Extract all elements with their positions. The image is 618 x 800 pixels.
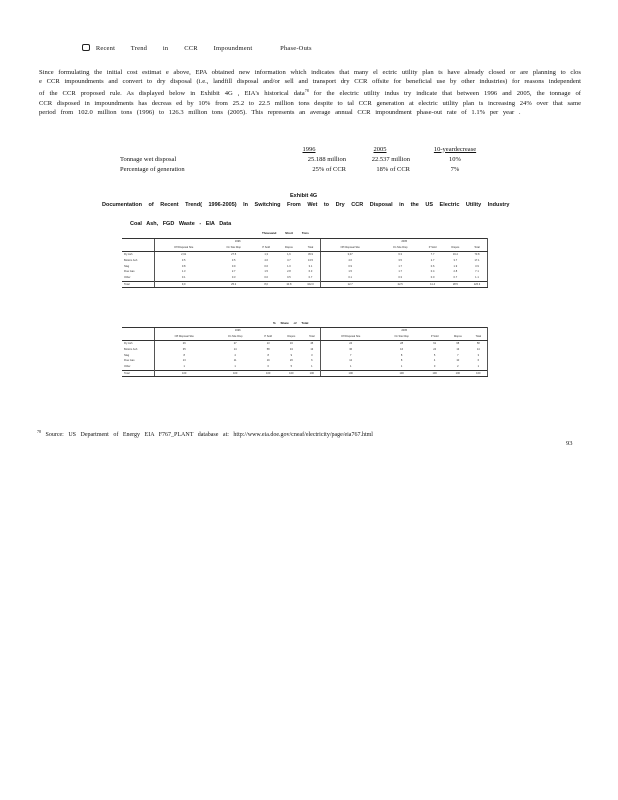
table-cell: 126.3 [467,281,488,288]
table-cell: 0.4 [430,270,435,274]
table-cell: 0.5 [287,276,291,280]
row-label: Bottom Ash [124,258,138,262]
year-group-2005: 2005 [321,328,488,334]
column-header: Dispos [446,334,470,340]
column-header: P Sold [423,334,446,340]
summary-row [120,164,500,174]
table-cell: 1 [321,364,380,370]
exhibit-table-tons [122,238,488,288]
row-label: Flue Gas [124,270,135,274]
table-cell: 0.7 [308,276,313,280]
table-cell: 3.9 [467,263,488,269]
row-label: Fly Ash [124,341,133,345]
table-cell: 3.7 [453,258,458,262]
column-header: On Site Disp [379,245,422,251]
table-cell: 7.1 [467,269,488,275]
table-cell: 8 [400,353,403,357]
footnote-text[interactable]: Source: US Department of Energy EIA F767_PLANT database at: http://www.eia.doe.gov/cneaf/electricity/page/eia767.html [45,432,373,438]
row-label: Bottom Ash [124,347,138,351]
table-cell: 1.7 [398,264,402,268]
table-cell: 100 [257,370,280,377]
column-header: On Site Disp [380,334,423,340]
table-cell: 13 [456,347,460,351]
table-cell: 1 [400,365,403,369]
table-cell: 102.0 [300,281,320,288]
table-cell: 11 [233,359,237,363]
column-header: Total [470,334,488,340]
table-cell: 1 [234,365,236,369]
table-cell: 13 [155,358,214,364]
footnote-number: 78 [37,429,41,434]
table-cell: 12.7 [321,281,379,288]
table-cell: 34 [289,347,293,351]
table-cell: 4.6 [321,257,379,263]
table-cell: 8 [155,352,214,358]
summary-cell: 22.537 million [371,155,410,163]
heading-word: Recent [95,45,116,52]
table-cell: 0 [433,365,436,369]
row-label: Other [124,276,131,280]
body-paragraph [39,68,581,117]
row-label: Slag [124,264,130,268]
table-cell: 3 [470,352,488,358]
year-group-1996: 1996 [155,239,321,245]
table-cell: 16 [400,347,404,351]
year-group-1996: 1996 [155,328,321,334]
table-cell: 1.1 [467,275,488,281]
table-cell: 68 [456,341,460,345]
column-header: Total [300,245,320,251]
table-cell: 13 [310,347,314,351]
table-cell: 1 [311,365,313,369]
table-cell: 17.1 [467,257,488,263]
table1-caption: Thousand Short Tons [262,231,309,235]
table-cell: 3 [311,353,313,357]
exhibit-number: Exhibit 4G [290,193,318,199]
table-cell: 6 [311,359,313,363]
summary-cell: 25% of CCR [312,165,346,173]
column-header: P Sold [421,245,443,251]
table-cell: 10 [456,359,460,363]
column-header: Off Disposal Site [155,334,214,340]
table-cell: 100 [303,370,321,377]
table-cell: 100 [423,370,446,377]
table-cell: 1.5 [264,270,268,274]
year-group-2005: 2005 [321,239,488,245]
summary-row [120,154,500,164]
table-cell: 6.3 [308,270,313,274]
table-cell: 0.8 [155,263,213,269]
table-cell: 0.1 [321,275,379,281]
table-cell: 9 [290,353,293,357]
column-header: P Sold [255,245,277,251]
table-cell: 13.5 [307,258,313,262]
table-cell: 2 [457,365,459,369]
table-cell: 1.0 [287,264,291,268]
table-cell: 100 [470,370,488,377]
exhibit-table-share [122,327,488,377]
table-cell: 26 [289,359,293,363]
table-cell: 0.9 [321,263,379,269]
column-header: On Site Disp [213,334,256,340]
table-cell: 4 [433,359,436,363]
table-cell: 14 [233,347,237,351]
heading-word: CCR [184,45,198,52]
table-cell: 1,3 [264,252,268,256]
table-cell: 2.7 [231,270,236,274]
summary-header-1996: 1996 [302,145,316,153]
column-header: Dispos [277,245,300,251]
paragraph-text-1: Since formulating the initial cost estimat e above, EPA obtained new information which indicates that many el ectric utility plan ts have already closed or are planning to clos e CCR impoundments and convert to dry disposal (i.e., landfill disposal and/or sell and transport dry CCR offsite for beneficial use by other industries) for reasons independent of the CCR proposed rule. As displayed below in Exhibit 4G , EIA's historical data [39,69,581,98]
table-cell: 3.7 [287,258,291,262]
table-cell: 35 [155,346,214,352]
table-row [122,370,488,377]
table-cell: 19 [266,359,270,363]
column-header: Total [467,245,488,251]
table-cell: 9,9 [155,281,213,288]
summary-header-2005: 2005 [373,145,387,153]
table-cell: 6 [470,358,488,364]
table-cell: 0 [267,365,269,369]
table-cell: 58 [266,347,270,351]
column-header: Off Disposal Site [155,245,213,251]
table-cell: 7 [457,353,459,357]
row-label: Flue Gas [124,359,135,363]
footnote [37,429,373,438]
table-cell: 7 [321,352,380,358]
heading-word: Phase-Outs [280,45,312,52]
row-label: Slag [124,353,130,357]
table-cell: 0.0 [430,276,435,280]
column-header: Off Disposal Site [321,334,380,340]
row-label: Total [122,281,155,288]
table-cell: 16 [289,341,293,345]
table-cell: 7.7 [430,252,435,256]
table-cell: 28.5 [444,281,467,288]
table-cell: 1.9 [453,264,458,268]
table-cell: 100 [446,370,470,377]
summary-cell: 18% of CCR [376,165,410,173]
section-heading [82,44,312,52]
column-header: Dispos [444,245,467,251]
heading-word: Impoundment [213,45,253,52]
bullet-box-icon [82,44,90,51]
table-cell: 8 [400,359,403,363]
table-cell: 11.4 [421,281,443,288]
summary-row-label: Tonnage wet disposal [120,155,177,163]
table-cell: 13 [266,341,270,345]
table-cell: 0.3 [398,276,402,280]
table-cell: 1 [470,364,488,370]
table-cell: 3.5 [398,258,402,262]
table-cell: 10.8 [277,281,300,288]
table-cell: 19.4 [452,252,458,256]
table-cell: 36 [321,346,380,352]
table-cell: 0.9 [231,264,236,268]
table-cell: 5 [433,353,436,357]
table-cell: 61 [433,341,437,345]
table-row [122,281,488,288]
table-cell: 27.5 [231,252,237,256]
table-cell: 0.6 [264,264,268,268]
summary-header-decrease: 10-yeardecrease [433,145,477,153]
table2-caption: % Share of Total [273,321,309,325]
table-cell: 58 [470,340,488,346]
column-header: On Site Disp [212,245,255,251]
row-label: Fly Ash [124,252,133,256]
summary-cell: 10% [449,155,461,163]
table-cell: 1.7 [398,270,402,274]
table-cell: 27 [233,341,237,345]
table-cell: 100 [213,370,256,377]
table-cell: 4.6 [264,258,268,262]
table-cell: 22.5 [379,281,422,288]
table-cell: 12 [321,358,380,364]
table-cell: 3.5 [155,257,213,263]
table-cell: 100 [380,370,423,377]
table-cell: 100 [280,370,304,377]
table-cell: 8,0 [255,281,277,288]
table-cell: 73.8 [467,251,488,257]
table-cell: 45 [310,341,314,345]
table-cell: 100 [321,370,380,377]
table-cell: 0.6 [430,264,435,268]
table-cell: 28 [400,341,404,345]
summary-row-label: Percentage of generation [120,165,185,173]
page-number: 93 [566,440,573,447]
table-cell: 2.8 [287,270,291,274]
table-cell: 1.3 [155,269,213,275]
table-cell: 0.7 [453,276,458,280]
summary-table [120,144,500,174]
table-cell: 0.0 [264,276,268,280]
table-cell: 6.3 [398,252,402,256]
table-cell: 5 [290,365,293,369]
column-header: Off Disposal Site [321,245,379,251]
table-cell: 3,07 [321,251,379,257]
table-cell: 14 [470,346,488,352]
exhibit-title: Documentation of Recent Trend( 1996-2005) In Switching From Wet to Dry CCR Disposal in the US Electric Utility Industry [102,202,510,208]
table-cell: 3.1 [308,264,313,268]
table-cell: 0.1 [155,275,213,281]
column-header: Total [303,334,321,340]
table-cell: 100 [155,370,214,377]
summary-cell: 7% [450,165,460,173]
footnote-marker[interactable]: 78 [304,88,309,94]
table-cell: 45.9 [307,252,313,256]
table-cell: 4 [234,353,236,357]
summary-cell: 25.188 million [307,155,346,163]
row-label: Other [124,365,131,369]
heading-word: in [162,45,169,52]
table-cell: 1,6 [287,252,291,256]
table-cell: 0.3 [231,276,236,280]
table-cell: 1.5 [321,269,379,275]
table-cell: 8 [267,353,269,357]
row-label: Total [122,370,155,377]
paragraph-text-2: for the electric utility indus try indicate that between 1996 and 2005, the tonnage of CCR disposed in impoundments has decreas ed by 10% from 25.2 to 22.5 million tons despite to tal CCR generation at electric utility plan ts increasing 24% over that same period from 102.0 million tons (1996) to 126.3 million tons (2005). This represents an average annual CCR impoundment phase-out rate of 1.1% per year . [39,90,582,116]
heading-word: Trend [130,45,148,52]
table-cell: 2,61 [155,251,213,257]
exhibit-subtitle: Coal Ash, FGD Waste - EIA Data [130,221,232,227]
table-cell: 1 [155,364,214,370]
table-cell: 3.5 [231,258,236,262]
table-cell: 25.2 [212,281,255,288]
table-cell: 24 [321,340,380,346]
column-header: P Sold [257,334,280,340]
table-cell: 26 [155,340,214,346]
column-header: Dispos [280,334,304,340]
table-cell: 2.8 [453,270,458,274]
table-cell: 24 [433,347,437,351]
table-cell: 2.7 [430,258,435,262]
